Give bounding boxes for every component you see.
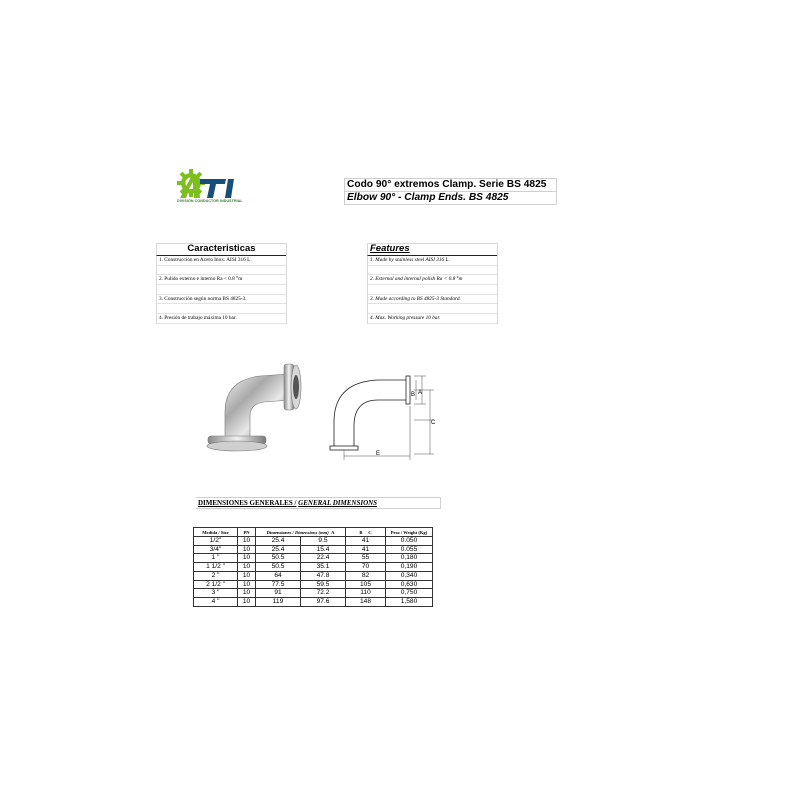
table-cell: 47.8: [301, 571, 346, 580]
feature-row: 1. Made by stainless steel AISI 316 L.: [367, 256, 497, 266]
table-cell: 0.050: [386, 537, 433, 546]
table-cell: 3 ": [194, 589, 238, 598]
table-cell: 2 ": [194, 571, 238, 580]
table-cell: 35.1: [301, 563, 346, 572]
table-header-row: [194, 528, 433, 537]
table-row: [194, 580, 433, 589]
feature-row: 2. External and internal polish Ra < 0.8 °m: [367, 275, 497, 285]
features-english-heading: Features: [367, 243, 497, 256]
table-cell: 22.4: [301, 554, 346, 563]
col-weight: Peso / Weight (Kg): [386, 528, 433, 537]
label-b: B: [411, 392, 416, 398]
table-cell: 2 1/2 ": [194, 580, 238, 589]
table-cell: 41: [346, 537, 386, 546]
col-size: Medida / Size: [194, 528, 238, 537]
label-e: E: [376, 451, 381, 457]
table-row: [194, 597, 433, 606]
table-cell: 97.6: [301, 597, 346, 606]
table-cell: 4 ": [194, 597, 238, 606]
label-c: C: [431, 420, 436, 426]
table-cell: 70: [346, 563, 386, 572]
table-cell: 91: [256, 589, 301, 598]
table-cell: 64: [256, 571, 301, 580]
table-cell: 1,580: [386, 597, 433, 606]
table-cell: 10: [238, 580, 256, 589]
elbow-product-photo: [200, 350, 315, 460]
table-cell: 25.4: [256, 545, 301, 554]
table-row: [194, 563, 433, 572]
table-cell: 82: [346, 571, 386, 580]
blank-row: [156, 285, 286, 295]
col-dimensions: Dimensiones / Dimensions (mm) A: [256, 528, 346, 537]
table-cell: 10: [238, 554, 256, 563]
feature-row: 1. Construcción en Acero Inox. AISI 316 L.: [156, 256, 286, 266]
title-english: Elbow 90° - Clamp Ends. BS 4825: [344, 192, 556, 205]
table-cell: 3/4": [194, 545, 238, 554]
table-cell: 10: [238, 545, 256, 554]
dimensions-heading-en: GENERAL DIMENSIONS: [298, 499, 378, 507]
blank-row: [367, 266, 497, 276]
feature-row: 3. Construcción según norma BS 4825-3.: [156, 295, 286, 305]
table-cell: 105: [346, 580, 386, 589]
table-cell: 10: [238, 563, 256, 572]
table-cell: 77.5: [256, 580, 301, 589]
table-cell: 1 1/2 ": [194, 563, 238, 572]
table-cell: 50.5: [256, 554, 301, 563]
table-row: [194, 554, 433, 563]
table-row: [194, 571, 433, 580]
col-bc: B C: [346, 528, 386, 537]
table-cell: 0,180: [386, 554, 433, 563]
logo-subtitle: DIVISIÓN CONDUCTOR INDUSTRIAL: [177, 199, 243, 203]
table-cell: 0,630: [386, 580, 433, 589]
label-a: A: [418, 390, 423, 396]
table-cell: 119: [256, 597, 301, 606]
dimensions-table: [193, 527, 433, 607]
table-cell: 41: [346, 545, 386, 554]
elbow-technical-drawing: [326, 370, 444, 466]
table-cell: 148: [346, 597, 386, 606]
table-cell: 0,190: [386, 563, 433, 572]
table-cell: 0,750: [386, 589, 433, 598]
features-spanish-box: [156, 243, 287, 324]
feature-row: 2. Pulido externo e interno Ra < 0.8 °m: [156, 275, 286, 285]
blank-row: [156, 304, 286, 314]
table-cell: 50.5: [256, 563, 301, 572]
blank-row: [156, 266, 286, 276]
product-title-box: [344, 178, 557, 205]
feature-row: 4. Max. Working pressure 10 bar.: [367, 314, 497, 324]
table-cell: 10: [238, 571, 256, 580]
table-cell: 1 ": [194, 554, 238, 563]
blank-row: [367, 285, 497, 295]
table-cell: 15.4: [301, 545, 346, 554]
table-cell: 25.4: [256, 537, 301, 546]
title-spanish: Codo 90° extremos Clamp. Serie BS 4825: [344, 179, 556, 192]
table-cell: 59.5: [301, 580, 346, 589]
feature-row: 3. Made according to BS 4825-3 Standard.: [367, 295, 497, 305]
dimensions-heading-es: DIMENSIONES GENERALES /: [198, 499, 297, 507]
feature-row: 4. Presión de trabajo máxima 10 bar.: [156, 314, 286, 324]
table-cell: 0,340: [386, 571, 433, 580]
table-cell: 0.055: [386, 545, 433, 554]
blank-row: [367, 304, 497, 314]
table-cell: 10: [238, 537, 256, 546]
col-pn: PN: [238, 528, 256, 537]
table-row: [194, 589, 433, 598]
features-spanish-heading: Caracteristicas: [156, 243, 286, 256]
table-cell: 10: [238, 597, 256, 606]
table-row: [194, 537, 433, 546]
table-cell: 72.2: [301, 589, 346, 598]
table-cell: 110: [346, 589, 386, 598]
table-cell: 9.5: [301, 537, 346, 546]
table-cell: 10: [238, 589, 256, 598]
table-cell: 1/2": [194, 537, 238, 546]
table-row: [194, 545, 433, 554]
features-english-box: [367, 243, 498, 324]
table-cell: 55: [346, 554, 386, 563]
dimensions-heading: [196, 497, 441, 509]
